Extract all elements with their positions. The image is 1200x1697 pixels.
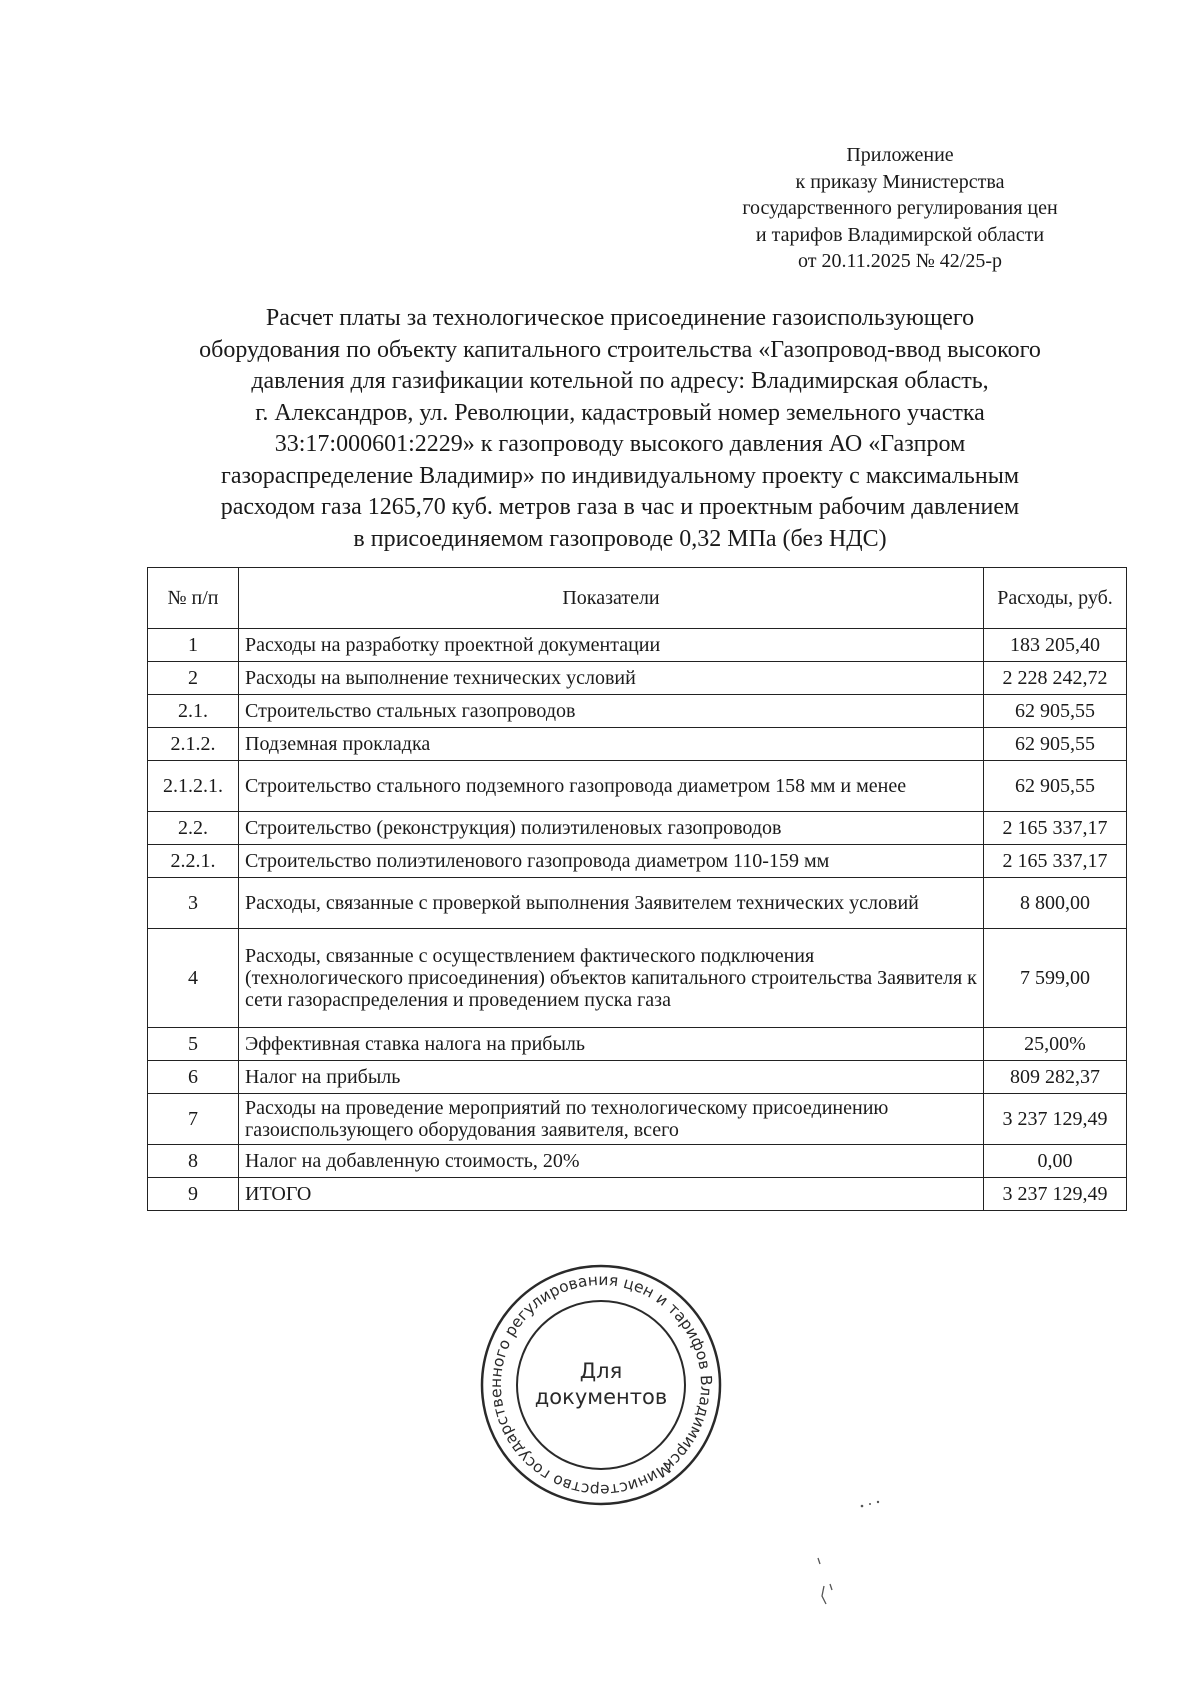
row-name: Строительство (реконструкция) полиэтиленовых газопроводов bbox=[239, 812, 984, 845]
row-num: 6 bbox=[148, 1061, 239, 1094]
row-value: 809 282,37 bbox=[984, 1061, 1127, 1094]
stamp-center-line2: документов bbox=[534, 1385, 668, 1409]
row-name: Налог на добавленную стоимость, 20% bbox=[239, 1145, 984, 1178]
title-line: газораспределение Владимир» по индивидуальному проекту с максимальным bbox=[220, 462, 1020, 489]
row-value: 2 165 337,17 bbox=[984, 812, 1127, 845]
mark-stroke bbox=[830, 1584, 832, 1590]
row-value: 0,00 bbox=[984, 1145, 1127, 1178]
title-line: в присоединяемом газопроводе 0,32 МПа (без НДС) bbox=[353, 525, 887, 552]
stamp-center-line1: Для bbox=[579, 1359, 623, 1383]
row-name: Расходы на проведение мероприятий по технологическому присоединению газоиспользующего оборудования заявителя, всего bbox=[239, 1094, 984, 1145]
row-name: Расходы, связанные с проверкой выполнения Заявителем технических условий bbox=[239, 878, 984, 929]
speck bbox=[877, 1501, 879, 1503]
appendix-line: от 20.11.2025 № 42/25-р bbox=[797, 250, 1003, 272]
row-name: Строительство полиэтиленового газопровода диаметром 110-159 мм bbox=[239, 845, 984, 878]
row-value: 62 905,55 bbox=[984, 761, 1127, 812]
table-row bbox=[148, 662, 1127, 695]
title-line: оборудования по объекту капитального строительства «Газопровод-ввод высокого bbox=[199, 336, 1041, 363]
stamp-ring-path-text: Министерство государственного регулирования цен и тарифов Владимирской bbox=[486, 1270, 716, 1500]
row-value: 8 800,00 bbox=[984, 878, 1127, 929]
speck bbox=[869, 1503, 871, 1505]
table-row bbox=[148, 1028, 1127, 1061]
row-name: Налог на прибыль bbox=[239, 1061, 984, 1094]
row-value: 7 599,00 bbox=[984, 929, 1127, 1028]
row-name: Подземная прокладка bbox=[239, 728, 984, 761]
row-name: Строительство стальных газопроводов bbox=[239, 695, 984, 728]
row-value: 3 237 129,49 bbox=[984, 1178, 1127, 1211]
row-name: Эффективная ставка налога на прибыль bbox=[239, 1028, 984, 1061]
row-num: 2.1.2.1. bbox=[148, 761, 239, 812]
row-value: 25,00% bbox=[984, 1028, 1127, 1061]
row-num: 3 bbox=[148, 878, 239, 929]
appendix-line: Приложение bbox=[846, 144, 954, 166]
official-stamp bbox=[478, 1262, 724, 1508]
mark-stroke bbox=[818, 1558, 820, 1564]
document-title bbox=[140, 303, 1100, 555]
speck bbox=[861, 1505, 864, 1508]
table-row bbox=[148, 761, 1127, 812]
header-num: № п/п bbox=[148, 568, 239, 629]
row-value: 2 228 242,72 bbox=[984, 662, 1127, 695]
appendix-line: к приказу Министерства bbox=[795, 170, 1005, 193]
scan-marks bbox=[810, 1500, 900, 1620]
table-row bbox=[148, 845, 1127, 878]
row-num: 2.2. bbox=[148, 812, 239, 845]
cost-table bbox=[147, 567, 1127, 1211]
table-row bbox=[148, 1178, 1127, 1211]
row-num: 1 bbox=[148, 629, 239, 662]
table-row bbox=[148, 1061, 1127, 1094]
title-line: 33:17:000601:2229» к газопроводу высокого давления АО «Газпром bbox=[274, 431, 966, 457]
mark-stroke bbox=[822, 1586, 826, 1604]
table-row bbox=[148, 1094, 1127, 1145]
handwritten-mark bbox=[818, 1558, 832, 1604]
table-row bbox=[148, 629, 1127, 662]
row-num: 7 bbox=[148, 1094, 239, 1145]
row-num: 2.1. bbox=[148, 695, 239, 728]
scan-specks bbox=[861, 1501, 880, 1508]
appendix-line: и тарифов Владимирской области bbox=[755, 223, 1045, 246]
table-header-row bbox=[148, 568, 1127, 629]
table-row bbox=[148, 728, 1127, 761]
row-name: Расходы на выполнение технических условий bbox=[239, 662, 984, 695]
title-line: давления для газификации котельной по адресу: Владимирская область, bbox=[251, 368, 989, 394]
row-num: 4 bbox=[148, 929, 239, 1028]
row-num: 5 bbox=[148, 1028, 239, 1061]
table-row bbox=[148, 695, 1127, 728]
row-name: Расходы на разработку проектной документации bbox=[239, 629, 984, 662]
table-row bbox=[148, 878, 1127, 929]
row-num: 2.2.1. bbox=[148, 845, 239, 878]
row-num: 8 bbox=[148, 1145, 239, 1178]
row-num: 2 bbox=[148, 662, 239, 695]
appendix-line: государственного регулирования цен bbox=[742, 197, 1058, 219]
row-name: Расходы, связанные с осуществлением фактического подключения (технологического присоединения) объектов капитального строительства Заявителя к сети газораспределения и проведением пуска газа bbox=[239, 929, 984, 1028]
title-line: Расчет платы за технологическое присоединение газоиспользующего bbox=[265, 305, 975, 331]
row-name: ИТОГО bbox=[239, 1178, 984, 1211]
row-num: 9 bbox=[148, 1178, 239, 1211]
table-row bbox=[148, 1145, 1127, 1178]
row-value: 62 905,55 bbox=[984, 728, 1127, 761]
row-value: 62 905,55 bbox=[984, 695, 1127, 728]
row-value: 183 205,40 bbox=[984, 629, 1127, 662]
title-line: расходом газа 1265,70 куб. метров газа в час и проектным рабочим давлением bbox=[220, 494, 1020, 520]
appendix-header bbox=[700, 142, 1100, 275]
row-value: 3 237 129,49 bbox=[984, 1094, 1127, 1145]
row-num: 2.1.2. bbox=[148, 728, 239, 761]
table-row bbox=[148, 929, 1127, 1028]
row-value: 2 165 337,17 bbox=[984, 845, 1127, 878]
table-row bbox=[148, 812, 1127, 845]
header-value: Расходы, руб. bbox=[984, 568, 1127, 629]
row-name: Строительство стального подземного газопровода диаметром 158 мм и менее bbox=[239, 761, 984, 812]
header-name: Показатели bbox=[239, 568, 984, 629]
title-line: г. Александров, ул. Революции, кадастровый номер земельного участка bbox=[255, 399, 985, 426]
